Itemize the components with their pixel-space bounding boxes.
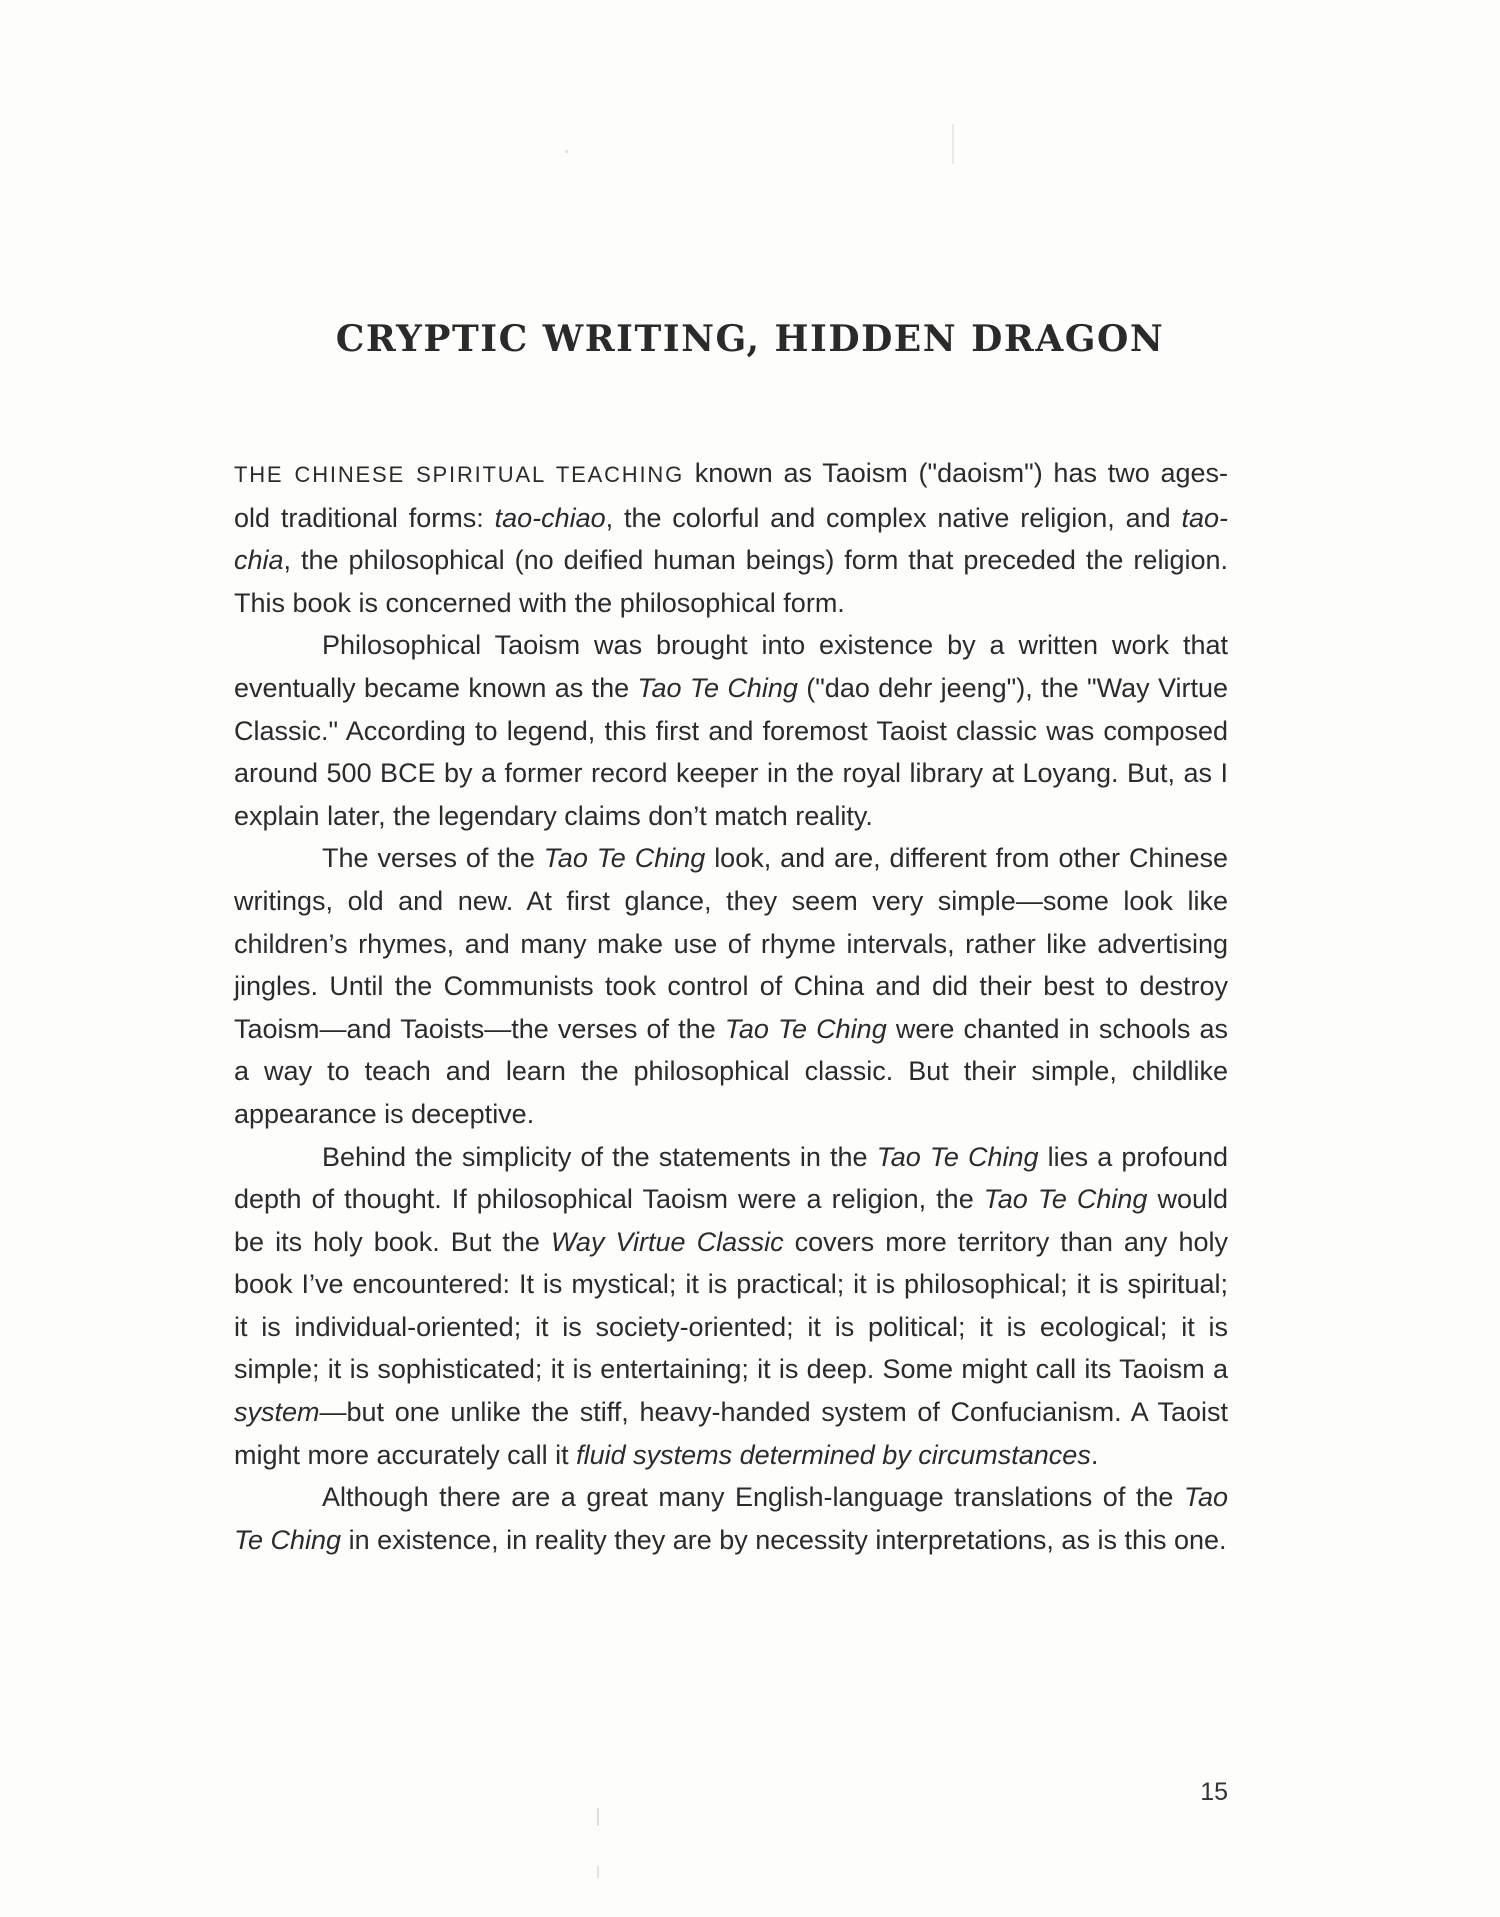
paragraph-1 xyxy=(234,452,1228,624)
paragraph-4 xyxy=(234,1136,1228,1477)
text-segment: covers more territory than any holy book I’ve encountered: It is mystical; it is practical; it is philosophical; it is spiritual; it is individual-oriented; it is society-oriented; it is political; it is ecological; it is simple; it is sophisticated; it is entertaining; it is deep. Some might call its Taoism a xyxy=(234,1226,1229,1385)
text-segment: known as Taoism ("daoism") has two ages-old traditional forms: xyxy=(234,458,1228,533)
chapter-title: CRYPTIC WRITING, HIDDEN DRAGON xyxy=(335,318,1165,360)
italic-title: Tao Te Ching xyxy=(983,1184,1148,1215)
paragraph-5 xyxy=(234,1476,1228,1561)
text-segment: Although there are a great many English-language translations of the xyxy=(322,1482,1184,1513)
italic-title: Tao Te Ching xyxy=(543,843,706,874)
text-segment: —but one unlike the stiff, heavy-handed system of Confucianism. A Taoist might more accurately call it xyxy=(234,1397,1228,1470)
paragraph-lead-in: THE CHINESE SPIRITUAL TEACHING xyxy=(234,462,684,487)
page-number: 15 xyxy=(1200,1778,1228,1806)
paragraph-2 xyxy=(234,624,1228,837)
scan-mark xyxy=(597,1866,599,1878)
italic-title: Way Virtue Classic xyxy=(550,1226,784,1257)
italic-title: Tao Te Ching xyxy=(876,1141,1039,1172)
text-segment: lies a profound depth of thought. If philosophical Taoism were a religion, the xyxy=(234,1141,1229,1215)
text-segment: Philosophical Taoism was brought into existence by a written work that eventually became known as the xyxy=(234,630,1228,703)
text-segment: were chanted in schools as a way to teach and learn the philosophical classic. But their simple, childlike appearance is deceptive. xyxy=(234,1013,1229,1129)
text-segment: , the colorful and complex native religion, and xyxy=(605,502,1182,533)
italic-term: system xyxy=(234,1397,320,1428)
italic-title: Tao Te Ching xyxy=(724,1013,887,1044)
scan-mark xyxy=(952,124,954,164)
text-segment: would be its holy book. But the xyxy=(234,1184,1229,1257)
scan-mark xyxy=(597,1808,599,1826)
paragraph-3 xyxy=(234,837,1228,1135)
text-segment: ("dao dehr jeeng"), the "Way Virtue Classic." According to legend, this first and foremost Taoist classic was composed around 500 BCE by a former record keeper in the royal library at Loyang. But, as I explain later, the legendary claims don’t match reality. xyxy=(234,672,1228,831)
italic-title: Tao Te Ching xyxy=(234,1482,1228,1555)
text-segment: in existence, in reality they are by necessity interpretations, as is this one. xyxy=(341,1524,1227,1555)
text-segment: . xyxy=(1090,1439,1099,1470)
text-segment: , the philosophical (no deified human beings) form that preceded the religion. This book is concerned with the philosophical form. xyxy=(234,545,1228,618)
italic-term: tao-chia xyxy=(234,502,1229,576)
italic-title: Tao Te Ching xyxy=(637,672,798,703)
text-segment: look, and are, different from other Chinese writings, old and new. At first glance, they seem very simple—some look like children’s rhymes, and many make use of rhyme intervals, rather like advertising jingles. Until the Communists took control of China and did their best to destroy Taoism—and Taoists—the verses of the xyxy=(234,843,1228,1044)
text-segment: The verses of the xyxy=(322,843,544,874)
text-segment: Behind the simplicity of the statements in the xyxy=(322,1141,877,1172)
italic-term: fluid systems determined by circumstances xyxy=(576,1439,1091,1470)
scan-mark xyxy=(565,150,568,153)
italic-term: tao-chiao xyxy=(494,502,606,533)
body-text xyxy=(234,452,1228,1561)
